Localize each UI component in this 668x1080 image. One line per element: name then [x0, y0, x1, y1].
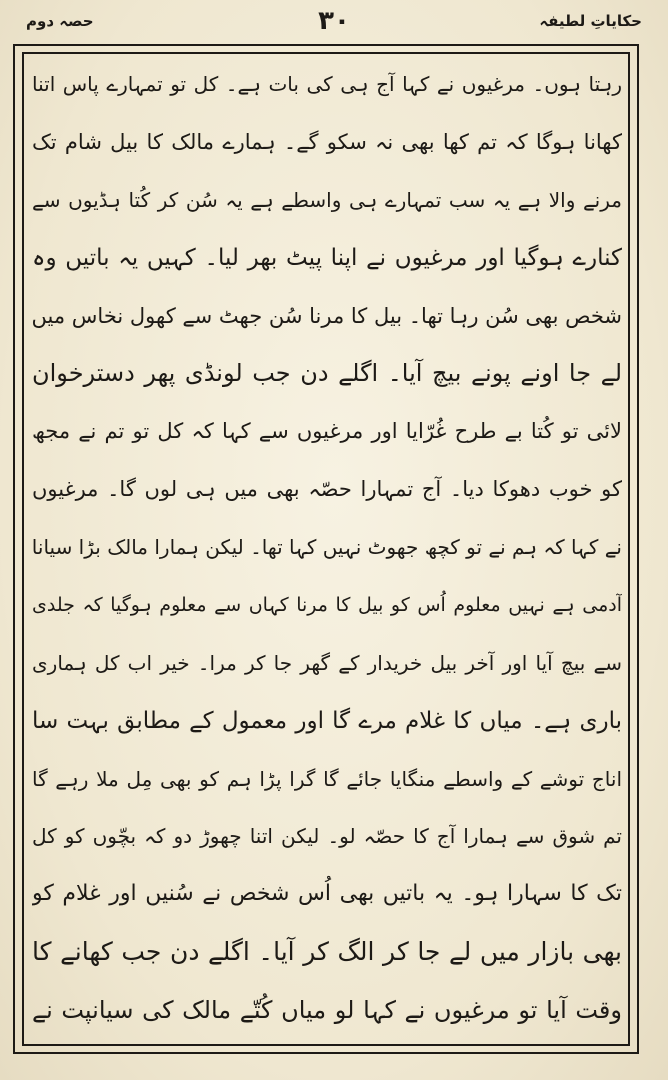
text-line: لے جا اونے پونے بیچ آیا۔ اگلے دن جب لونڈی پھر دسترخوان: [32, 359, 622, 388]
text-line: تک کا سہارا ہو۔ یہ باتیں بھی اُس شخص نے سُنیں اور غلام کو: [32, 881, 622, 907]
text-line: باری ہے۔ میاں کا غلام مرے گا اور معمول کے مطابق بہت سا: [32, 707, 622, 734]
body-text: [32, 56, 622, 1040]
text-line: آدمی ہے نہیں معلوم اُس کو بیل کا مرنا کہاں سے معلوم ہوگیا کہ جلدی: [32, 593, 622, 616]
text-line: کنارے ہوگیا اور مرغیوں نے اپنا پیٹ بھر لیا۔ کہیں یہ باتیں وہ: [32, 244, 622, 271]
text-line: رہتا ہوں۔ مرغیوں نے کہا آج ہی کی بات ہے۔ کل تو تمہارے پاس اتنا: [32, 72, 622, 96]
text-line: تم شوق سے ہمارا آج کا حصّہ لو۔ لیکن اتنا چھوڑ دو کہ بچّوں کو کل: [32, 824, 622, 849]
text-line: اناج توشے کے واسطے منگایا جائے گا گرا پڑا ہم کو بھی مِل ملا رہے گا: [32, 766, 622, 791]
text-line: کھانا ہوگا کہ تم کھا بھی نہ سکو گے۔ ہمارے مالک کا بیل شام تک: [32, 129, 622, 154]
page-number: ۳۰: [318, 6, 350, 36]
book-title: حکایاتِ لطیفہ: [539, 12, 642, 30]
text-line: لائی تو کُتا بے طرح غُرّایا اور مرغیوں سے کہا کہ کل تو تم نے مجھ: [32, 419, 622, 444]
text-line: کو خوب دھوکا دیا۔ آج تمہارا حصّہ بھی میں ہی لوں گا۔ مرغیوں: [32, 477, 622, 502]
text-line: مرنے والا ہے یہ سب تمہارے ہی واسطے ہے یہ سُن کر کُتا ہڈیوں سے: [32, 187, 622, 212]
page-header: [18, 4, 650, 44]
text-line: بھی بازار میں لے جا کر الگ کر آیا۔ اگلے دن جب کھانے کا: [32, 937, 622, 967]
text-line: شخص بھی سُن رہا تھا۔ بیل کا مرنا سُن جھٹ سے کھول نخاس میں: [32, 303, 622, 328]
text-line: وقت آیا تو مرغیوں نے کہا لو میاں کُتّے مالک کی سیانپت نے: [32, 996, 622, 1024]
part-label: حصہ دوم: [26, 12, 94, 30]
text-line: نے کہا کہ ہم نے تو کچھ جھوٹ نہیں کہا تھا۔ لیکن ہمارا مالک بڑا سیانا: [32, 535, 622, 559]
text-line: سے بیچ آیا اور آخر بیل خریدار کے گھر جا کر مرا۔ خیر اب کل ہماری: [32, 650, 622, 675]
